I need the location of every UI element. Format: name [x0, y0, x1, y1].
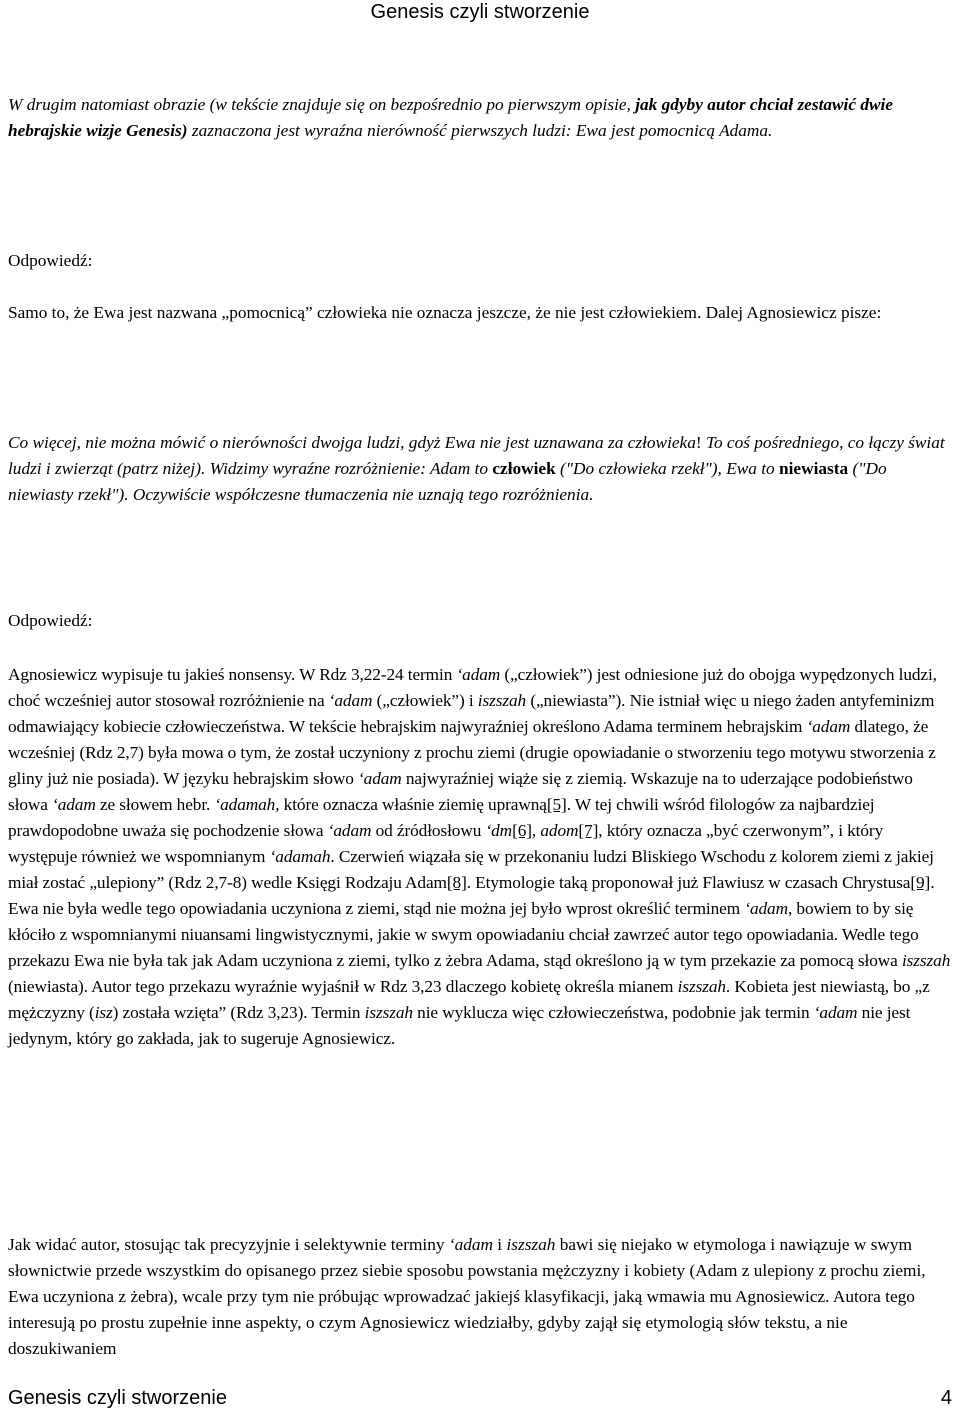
answer-label-2: Odpowiedź:: [8, 611, 93, 630]
answer2-text: . W tej chwili wśród filologów za najbardziej prawdopodobne uważa się pochodzenie słowa: [8, 795, 875, 840]
footnote-link-5[interactable]: [5]: [546, 795, 567, 814]
answer-paragraph-1: Samo to, że Ewa jest nazwana „pomocnicą” człowieka nie oznacza jeszcze, że nie jest człowiekiem. Dalej Agnosiewicz pisze:: [8, 303, 882, 322]
page-number: 4: [940, 1387, 952, 1409]
page-footer: [8, 1386, 952, 1410]
answer2-term: ‘adamah: [269, 847, 331, 866]
answer2-text: , bowiem to by się kłóciło z wspomnianymi niuansami lingwistycznymi, jakie w swym opowiadaniu chciał zawrzeć autor tego opowiadania. Wedle tego przekazu Ewa nie była tak jak Adam uczyniona z ziemi, tylko z żebra Adama, stąd określono ją w tym przekazie za pomocą słowa: [8, 899, 919, 970]
footer-title: Genesis czyli stworzenie: [8, 1387, 227, 1409]
answer-paragraph-2: [8, 662, 956, 1052]
quote1-text-1: W drugim natomiast obrazie (w tekście znajduje się on bezpośrednio po pierwszym opisie,: [8, 95, 636, 114]
answer2-term: ‘adamah: [214, 795, 276, 814]
quote1-bold-1: jak gdyby autor chciał zestawić dwie hebrajskie wizje Genesis): [8, 95, 893, 140]
closing-text: Jak widać autor, stosując tak precyzyjnie i selektywnie terminy: [8, 1235, 449, 1254]
answer2-text: nie wyklucza więc człowieczeństwa, podobnie jak termin: [412, 1003, 814, 1022]
quote-paragraph-2: [8, 430, 956, 508]
quote2-text-3: ("Do człowieka rzekł"), Ewa to: [555, 459, 780, 478]
answer-label-1: Odpowiedź:: [8, 251, 93, 270]
answer2-term: adom: [540, 821, 579, 840]
answer2-term: ‘adam: [328, 691, 373, 710]
answer2-term: ‘adam: [52, 795, 96, 814]
page-header: [0, 0, 960, 24]
answer2-text: ) została wzięta” (Rdz 3,23). Termin: [112, 1003, 365, 1022]
quote2-exclamation: !: [695, 433, 702, 452]
closing-paragraph: [8, 1232, 956, 1362]
answer2-text: . Kobieta jest niewiastą, bo „z mężczyzny (: [8, 977, 930, 1022]
quote-paragraph-1: [8, 92, 956, 144]
answer2-text: , które oznacza właśnie ziemię uprawną: [275, 795, 547, 814]
closing-term: iszszah: [506, 1235, 556, 1254]
footnote-link-8[interactable]: [8]: [446, 873, 467, 892]
answer2-text: , który oznacza „być czerwonym”, i który występuje również we wspomnianym: [8, 821, 884, 866]
quote1-text-2: zaznaczona jest wyraźna nierówność pierwszych ludzi: Ewa jest pomocnicą Adama.: [187, 121, 773, 140]
answer2-term: iszszah: [477, 691, 527, 710]
answer2-text: . Ewa nie była wedle tego opowiadania uczyniona z ziemi, stąd nie można jej było wprost określić terminem: [8, 873, 935, 918]
answer2-term: iszszah: [364, 1003, 413, 1022]
closing-text: bawi się niejako w etymologa i nawiązuje w swym słownictwie przede wszystkim do opisanego przez siebie sposobu powstania mężczyzny i kobiety (Adam z ulepiony z prochu ziemi, Ewa uczyniona z żebra), wcale przy tym nie próbując wprowadzać jakiejś klasyfikacji, jaką wmawia mu Agnosiewicz. Autora tego interesują po prostu zupełnie inne aspekty, o czym Agnosiewicz wiedziałby, gdyby zajął się etymologią słów tekstu, a nie doszukiwaniem: [8, 1235, 926, 1358]
answer2-text: nie jest jedynym, który go zakłada, jak to sugeruje Agnosiewicz.: [8, 1003, 911, 1048]
answer2-text: . Etymologie taką proponował już Flawiusz w czasach Chrystusa: [466, 873, 911, 892]
quote2-text-4: ("Do niewiasty rzekł"). Oczywiście współczesne tłumaczenia nie uznają tego rozróżnienia.: [8, 459, 887, 504]
closing-term: ‘adam: [448, 1235, 493, 1254]
quote2-text-1: Co więcej, nie można mówić o nierówności dwojga ludzi, gdyż Ewa nie jest uznawana za człowieka: [8, 433, 696, 452]
quote2-text-2: To coś pośredniego, co łączy świat ludzi i zwierząt (patrz niżej). Widzimy wyraźne rozróżnienie: Adam to: [8, 433, 945, 478]
footnote-link-6[interactable]: [6]: [512, 821, 532, 840]
answer2-text: ,: [531, 821, 541, 840]
answer2-text: dlatego, że wcześniej (Rdz 2,7) była mowa o tym, że został uczyniony z prochu ziemi (drugie opowiadanie o stworzeniu tego motywu stworzenia z gliny już nie posiada). W języku hebrajskim słowo: [8, 717, 936, 788]
answer2-text: („niewiasta”). Nie istniał więc u niego żaden antyfeminizm odmawiający kobiecie człowieczeństwa. W tekście hebrajskim najwyraźniej określono Adama terminem hebrajskim: [8, 691, 935, 736]
answer2-text: Agnosiewicz wypisuje tu jakieś nonsensy. W Rdz 3,22-24 termin: [8, 665, 457, 684]
answer2-text: (niewiasta). Autor tego przekazu wyraźnie wyjaśnił w Rdz 3,23 dlaczego kobietę określa mianem: [8, 977, 678, 996]
answer2-term: ‘adam: [327, 821, 372, 840]
answer2-term: iszszah: [901, 951, 951, 970]
answer2-term: ‘adam: [358, 769, 402, 788]
answer2-text: od źródłosłowu: [371, 821, 486, 840]
answer2-text: ze słowem hebr.: [95, 795, 215, 814]
quote2-bold-czlowiek: człowiek: [492, 459, 556, 478]
answer2-term: ‘adam: [813, 1003, 858, 1022]
closing-text: i: [492, 1235, 507, 1254]
quote2-bold-niewiasta: niewiasta: [779, 459, 849, 478]
answer2-text: najwyraźniej wiąże się z ziemią. Wskazuje na to uderzające podobieństwo słowa: [8, 769, 913, 814]
answer2-term: iszszah: [677, 977, 726, 996]
footnote-link-9[interactable]: [9]: [910, 873, 931, 892]
header-title: Genesis czyli stworzenie: [370, 1, 590, 23]
answer2-text: . Czerwień wiązała się w przekonaniu ludzi Bliskiego Wschodu z kolorem ziemi z jakiej miał zostać „ulepiony” (Rdz 2,7-8) wedle Księgi Rodzaju Adam: [8, 847, 934, 892]
answer2-term: ‘dm: [485, 821, 513, 840]
answer2-term: ‘adam: [806, 717, 851, 736]
answer2-term: isz: [94, 1003, 113, 1022]
answer2-term: ‘adam: [744, 899, 788, 918]
answer2-text: („człowiek”) jest odniesione już do obojga wypędzonych ludzi, choć wcześniej autor stosował rozróżnienie na: [8, 665, 937, 710]
footnote-link-7[interactable]: [7]: [578, 821, 599, 840]
answer2-term: ‘adam: [456, 665, 501, 684]
answer2-text: („człowiek”) i: [372, 691, 478, 710]
